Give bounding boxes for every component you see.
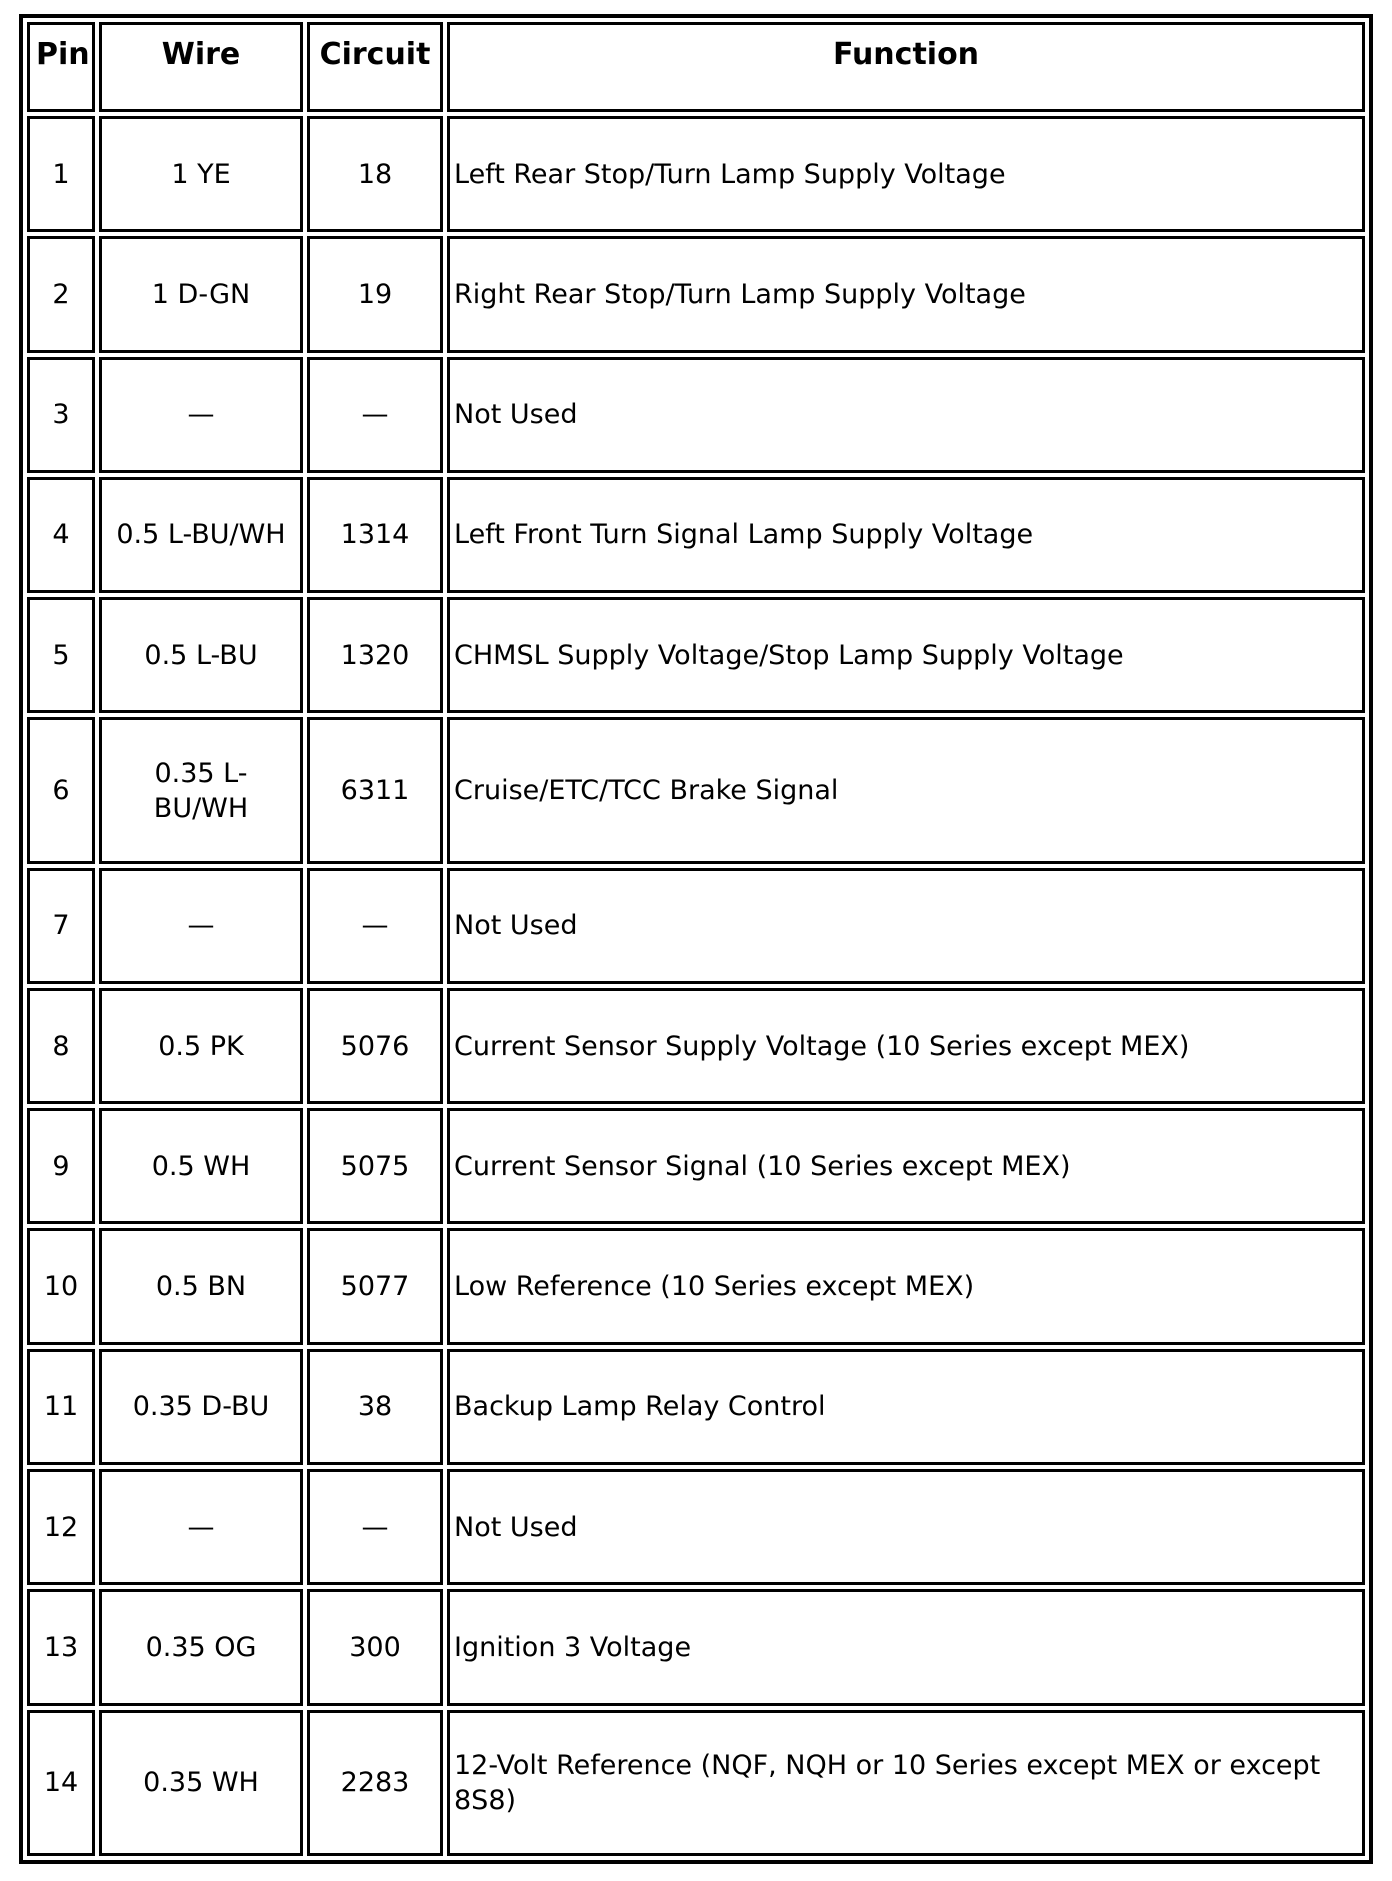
pin-cell: 13: [27, 1589, 95, 1705]
wire-cell: 0.5 PK: [99, 988, 303, 1104]
table-row: [27, 988, 1365, 1104]
wire-cell: 0.35 OG: [99, 1589, 303, 1705]
wire-cell: 1 D-GN: [99, 236, 303, 352]
function-cell: Backup Lamp Relay Control: [447, 1349, 1365, 1465]
circuit-cell: —: [307, 868, 443, 984]
function-cell: Low Reference (10 Series except MEX): [447, 1228, 1365, 1344]
function-cell: CHMSL Supply Voltage/Stop Lamp Supply Voltage: [447, 597, 1365, 713]
circuit-cell: 1320: [307, 597, 443, 713]
pin-cell: 2: [27, 236, 95, 352]
circuit-cell: 5076: [307, 988, 443, 1104]
function-cell: Not Used: [447, 357, 1365, 473]
pin-cell: 1: [27, 116, 95, 232]
function-cell: Current Sensor Supply Voltage (10 Series except MEX): [447, 988, 1365, 1104]
wire-cell: —: [99, 357, 303, 473]
function-cell: Current Sensor Signal (10 Series except MEX): [447, 1108, 1365, 1224]
pin-cell: 10: [27, 1228, 95, 1344]
wire-cell: —: [99, 1469, 303, 1585]
circuit-cell: 300: [307, 1589, 443, 1705]
header-row: [27, 22, 1365, 112]
wire-cell: —: [99, 868, 303, 984]
wire-cell: 0.5 WH: [99, 1108, 303, 1224]
header-circuit: Circuit: [307, 22, 443, 112]
circuit-cell: 6311: [307, 717, 443, 863]
table-row: [27, 1349, 1365, 1465]
function-cell: Not Used: [447, 868, 1365, 984]
table-row: [27, 1589, 1365, 1705]
wire-cell: 0.35 D-BU: [99, 1349, 303, 1465]
table-row: [27, 1228, 1365, 1344]
circuit-cell: —: [307, 357, 443, 473]
table-row: [27, 717, 1365, 863]
function-cell: Ignition 3 Voltage: [447, 1589, 1365, 1705]
pinout-table: [23, 18, 1369, 1860]
pin-cell: 11: [27, 1349, 95, 1465]
wire-cell: 0.35 L-BU/WH: [99, 717, 303, 863]
circuit-cell: 1314: [307, 477, 443, 593]
pin-cell: 14: [27, 1710, 95, 1856]
function-cell: Right Rear Stop/Turn Lamp Supply Voltage: [447, 236, 1365, 352]
wire-cell: 1 YE: [99, 116, 303, 232]
table-row: [27, 477, 1365, 593]
connector-pinout-table: [19, 14, 1373, 1864]
pin-cell: 9: [27, 1108, 95, 1224]
pin-cell: 12: [27, 1469, 95, 1585]
table-row: [27, 1469, 1365, 1585]
circuit-cell: 5077: [307, 1228, 443, 1344]
circuit-cell: 38: [307, 1349, 443, 1465]
header-pin: Pin: [27, 22, 95, 112]
table-row: [27, 1710, 1365, 1856]
function-cell: Left Front Turn Signal Lamp Supply Voltage: [447, 477, 1365, 593]
function-cell: 12-Volt Reference (NQF, NQH or 10 Series except MEX or except 8S8): [447, 1710, 1365, 1856]
circuit-cell: 5075: [307, 1108, 443, 1224]
wire-cell: 0.5 BN: [99, 1228, 303, 1344]
pin-cell: 6: [27, 717, 95, 863]
pin-cell: 5: [27, 597, 95, 713]
circuit-cell: 18: [307, 116, 443, 232]
function-cell: Cruise/ETC/TCC Brake Signal: [447, 717, 1365, 863]
circuit-cell: 19: [307, 236, 443, 352]
pin-cell: 7: [27, 868, 95, 984]
function-cell: Not Used: [447, 1469, 1365, 1585]
table-row: [27, 1108, 1365, 1224]
function-cell: Left Rear Stop/Turn Lamp Supply Voltage: [447, 116, 1365, 232]
table-row: [27, 597, 1365, 713]
pin-cell: 3: [27, 357, 95, 473]
header-wire: Wire: [99, 22, 303, 112]
circuit-cell: 2283: [307, 1710, 443, 1856]
table-row: [27, 116, 1365, 232]
pin-cell: 4: [27, 477, 95, 593]
header-function: Function: [447, 22, 1365, 112]
table-row: [27, 236, 1365, 352]
circuit-cell: —: [307, 1469, 443, 1585]
table-row: [27, 868, 1365, 984]
table-row: [27, 357, 1365, 473]
pin-cell: 8: [27, 988, 95, 1104]
wire-cell: 0.5 L-BU/WH: [99, 477, 303, 593]
wire-cell: 0.35 WH: [99, 1710, 303, 1856]
wire-cell: 0.5 L-BU: [99, 597, 303, 713]
